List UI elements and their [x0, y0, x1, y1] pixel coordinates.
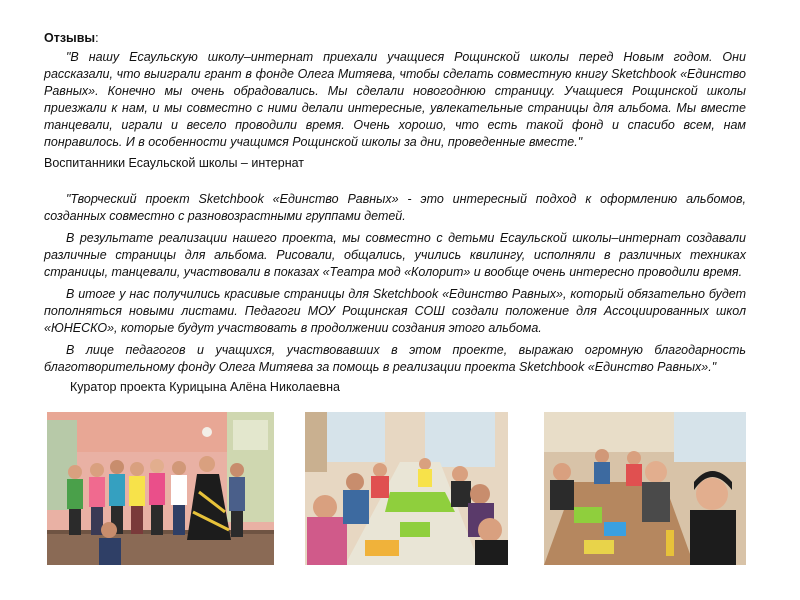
review1-text: "В нашу Есаульскую школу–интернат приехали учащиеся Рощинской школы перед Новым годом. Они рассказали, что выиграли грант в фонде Олега Митяева, чтобы сделать совместную книгу Sketchbook «Единство Равных». Конечно мы очень обрадовались. Мы сделали новогоднюю страницу. Учащиеся Рощинской школы приезжали к нам, и мы совместно с ними делали интересные, увлекательные страницы для альбома. Мы вместе танцевали, играли и весело проводили время. Очень хорошо, что есть такой фонд и спасибо всем, нам понравилось. И в особенности учащимся Рощинской школы за дни, проведенные вместе." [44, 50, 746, 149]
review2-author: Куратор проекта Курицына Алёна Николаевна [70, 380, 340, 394]
review1-author: Воспитанники Есаульской школы – интернат [44, 156, 305, 170]
review2-paragraph-1: "Творческий проект Sketchbook «Единство Равных» - это интересный подход к оформлению альбомов, созданных совместно с разновозрастными группами детей. [44, 192, 746, 223]
reviews-heading [44, 30, 746, 47]
photo-craft-table [305, 412, 508, 565]
document-page [44, 30, 746, 396]
reviews-heading-label: Отзывы [44, 31, 96, 45]
review2-paragraph-4: В лице педагогов и учащихся, участвовавших в этом проекте, выражаю огромную благодарность благотворительному фонду Олега Митяева за помощь в реализации проекта Sketchbook «Единство Равных»." [44, 343, 746, 374]
section-spacer [44, 172, 746, 191]
review2-paragraph-3: В итоге у нас получились красивые страницы для Sketchbook «Единство Равных», который обязательно будет пополняться новыми листами. Педагоги МОУ Рощинская СОШ создали положение для Ассоциированных школ «ЮНЕСКО», которые будут участвовать в продолжении создания этого альбома. [44, 287, 746, 335]
review2-paragraph-2: В результате реализации нашего проекта, мы совместно с детьми Есаульской школы–интернат создавали различные страницы для альбома. Рисовали, общались, учились квилингу, исполняли в различных техниках страницы, танцевали, участвовали в показах «Театра мод «Колорит» и вообще очень интересно проводили время. [44, 231, 746, 279]
photo-fashion-show [47, 412, 274, 565]
photo-strip [0, 412, 800, 567]
photo-smiling-girls [544, 412, 746, 565]
heading-colon: : [95, 31, 99, 45]
